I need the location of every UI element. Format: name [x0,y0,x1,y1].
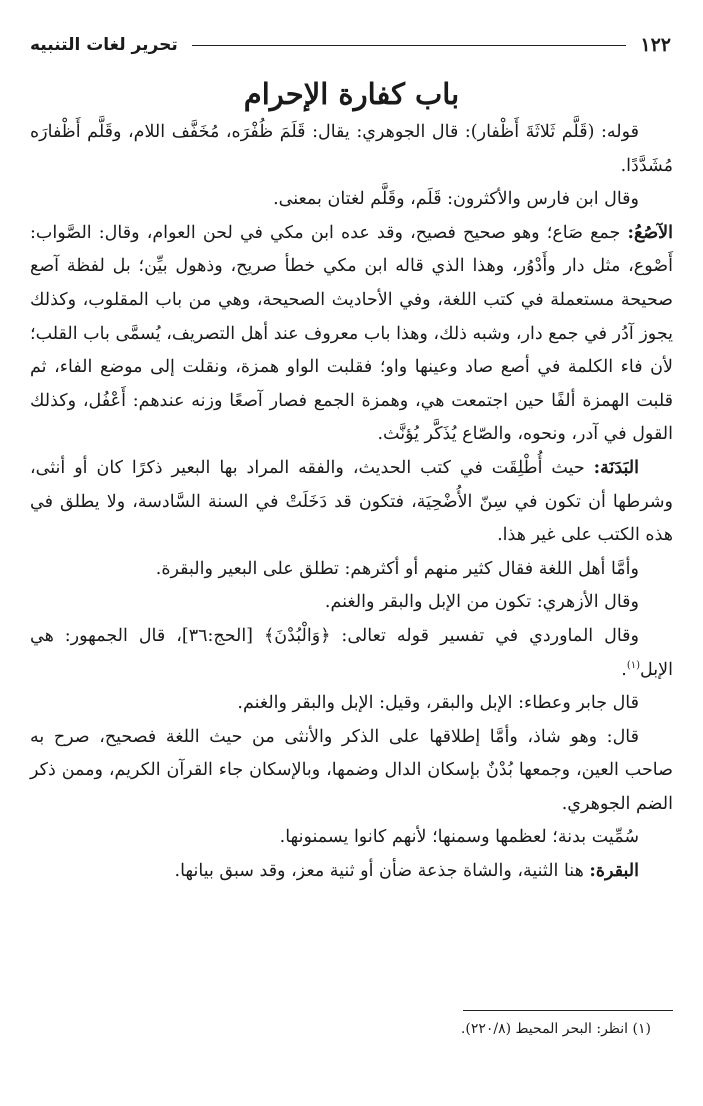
paragraph-text: وقال الأزهري: تكون من الإبل والبقر والغنم. [324,592,639,613]
footnote: (١) انظر: البحر المحيط (٢٢٠/٨). [460,1021,651,1037]
paragraph [30,553,673,587]
paragraph-text: سُمِّيت بدنة؛ لعظمها وسمنها؛ لأنهم كانوا يسمنونها. [279,827,639,848]
paragraph [30,452,673,553]
paragraph [30,217,673,452]
paragraph-text: حيث أُطْلِقَت في كتب الحديث، والفقه المراد بها البعير ذكرًا كان أو أنثى، وشرطها أن تكون في سِنّ الأُضْحِيَة، فتكون قد دَخَلَتْ في السنة السَّادسة، ولا يطلق في هذه الكتب على غير هذا. [30,457,673,546]
running-header [30,30,671,60]
paragraph-text: هنا الثنية، والشاة جذعة ضأن أو ثنية معز، وقد سبق بيانها. [174,861,590,882]
chapter-title: باب كفارة الإحرام [243,77,460,111]
header-rule [192,45,627,46]
footnote-ref[interactable]: (١) [626,659,641,671]
paragraph [30,721,673,822]
paragraph [30,183,673,217]
page-number: ١٢٢ [640,34,671,56]
paragraph: وقال الماوردي في تفسير قوله تعالى: ﴿وَالْبُدْنَ﴾ [الحج:٣٦]، قال الجمهور: هي الإبل$^{(١)}$. [30,625,673,680]
paragraph [30,821,673,855]
paragraph [30,687,673,721]
paragraph-text: قوله: (قَلَّم ثَلاثَةَ أَظْفار): قال الجوهري: يقال: قَلَمَ ظُفْرَه، مُخَفَّف اللام، وقَلَّم أَظْفارَه مُشَدَّدًا. [30,122,673,176]
entry-term: البَدَنَة: [593,457,639,478]
paragraph [30,116,673,183]
body-text [30,116,673,889]
entry-term: البقرة: [589,861,639,882]
paragraph-text: قال جابر وعطاء: الإبل والبقر، وقيل: الإبل والبقر والغنم. [237,693,639,714]
paragraph-text: وقال الماوردي في تفسير قوله تعالى: ﴿وَالْبُدْنَ﴾ [الحج:٣٦]، قال الجمهور: هي الإبل [30,625,673,680]
entry-term: الآصُعُ: [627,222,673,243]
footnote-rule [463,1010,673,1011]
paragraph-text: وقال ابن فارس والأكثرون: قَلَم، وقَلَّم لغتان بمعنى. [273,189,639,210]
paragraph-text: وأمَّا أهل اللغة فقال كثير منهم أو أكثرهم: تطلق على البعير والبقرة. [155,558,639,579]
book-title: تحرير لغات التنبيه [30,35,178,55]
paragraph [30,855,673,889]
paragraph [30,586,673,620]
paragraph-text: جمع صَاع؛ وهو صحيح فصيح، وقد عده ابن مكي في لحن العوام، وقال: الصَّواب: أَصْوع، مثل دار وأَدْوُر، وهذا الذي قاله ابن مكي خطأ صريح، وذهول بيِّن؛ بل لفظة آصع صحيحة مستعملة في كتب اللغة، وفي الأحاديث الصحيحة، وهي من باب المقلوب، وكذلك يجوز آدُر في جمع دار، وشبه ذلك، وهذا باب معروف عند أهل التصريف، يُسمَّى باب القلب؛ لأن فاء الكلمة في أصع صاد وعينها واو؛ فقلبت الواو همزة، ونقلت إلى موضع الفاء، ثم قلبت الهمزة ألفًا حين اجتمعت هي، وهمزة الجمع فصار آصعًا وزنه عندهم: أَعْفُل، وكذلك القول في آدر، ونحوه، والصّاع يُذَكَّر يُؤنَّث. [30,222,673,445]
paragraph-text: قال: وهو شاذ، وأمَّا إطلاقها على الذكر والأنثى من حيث اللغة فصحيح، صرح به صاحب العين، وجمعها بُدْنٌ بإسكان الدال وضمها، وبالإسكان جاء القرآن الكريم، وممن ذكر الضم الجوهري. [30,726,673,814]
